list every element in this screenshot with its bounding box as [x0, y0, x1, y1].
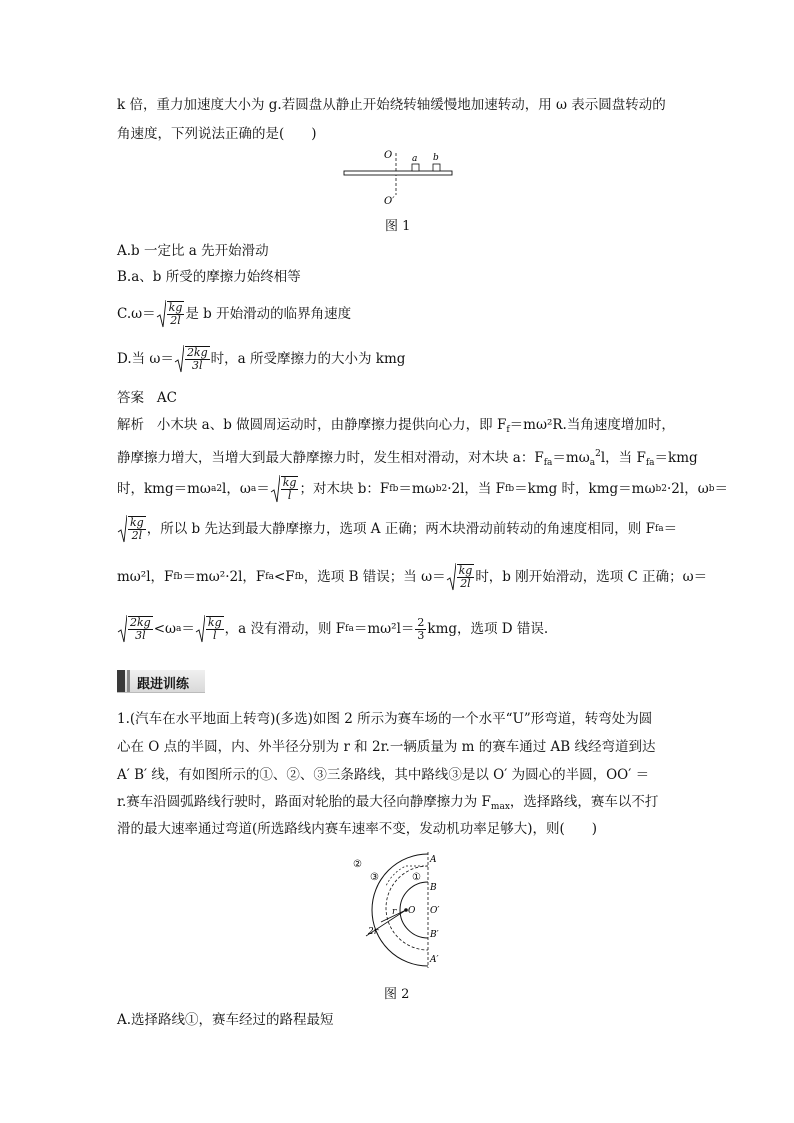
figure-2	[346, 850, 446, 972]
figure-1	[340, 145, 460, 207]
question-line-1: k 倍，重力加速度大小为 g.若圆盘从静止开始绕转轴缓慢地加速转动，用 ω 表示圆盘转动的	[117, 97, 666, 113]
sqrt-d: $\frac{2kg}{3l}$	[174, 344, 211, 374]
figure-1-caption: 图 1	[385, 219, 411, 234]
option-a: A.b 一定比 a 先开始滑动	[117, 243, 269, 259]
option-c: C.ω＝ $\frac{kg}{2l}$ 是 b 开始滑动的临界角速度	[117, 301, 352, 327]
analysis-line-3: 时，kmg＝mω a 2 l，ω a ＝ $\frac{kg}{l}$ ；对木块 b：F fb ＝mω b 2 ·2l，当 F fb ＝kmg 时，kmg＝mω b 2 ·2l，ω b ＝	[117, 476, 728, 502]
svg-text:O: O	[408, 906, 416, 916]
svg-text:②: ②	[353, 859, 362, 870]
svg-text:①: ①	[412, 872, 421, 883]
svg-text:B′: B′	[430, 930, 439, 940]
analysis-line-2: 静摩擦力增大，当增大到最大静摩擦力时，发生相对滑动，对木块 a：$F_{fa}=m\omega_a^2l$，当 $F_{fa}=kmg$	[117, 449, 698, 468]
svg-text:A: A	[430, 855, 437, 865]
option-b: B.a、b 所受的摩擦力始终相等	[117, 269, 301, 285]
svg-text:2r: 2r	[368, 927, 379, 937]
analysis-line-6: $\frac{2kg}{3l}$ <ω a ＝ $\frac{kg}{l}$ ，a 没有滑动，则 F fa ＝mω²l＝ $\frac{2}{3}$ kmg，选项 D 错误.	[117, 611, 548, 647]
q1-line-4: r.赛车沿圆弧路线行驶时，路面对轮胎的最大径向静摩擦力为 $F_{max}$，选择路线，赛车以不打	[117, 794, 659, 812]
svg-text:r: r	[392, 907, 397, 917]
svg-text:③: ③	[370, 872, 379, 883]
q1-line-2: 心在 O 点的半圆，内、外半径分别为 r 和 2r.一辆质量为 m 的赛车通过 AB 线经弯道到达	[117, 739, 656, 755]
section-header	[117, 670, 205, 693]
fig1-label-a: a	[412, 154, 418, 164]
analysis-line-4: $\frac{kg}{2l}$ ，所以 b 先达到最大静摩擦力，选项 A 正确；两木块滑动前转动的角速度相同，则 F fa ＝	[117, 512, 677, 546]
svg-text:A′: A′	[430, 955, 439, 965]
option-d: D.当 ω＝ $\frac{2kg}{3l}$ 时，a 所受摩擦力的大小为 kmg	[117, 346, 406, 372]
section-title: 跟进训练	[137, 677, 190, 692]
analysis-line-1: 解析 小木块 a、b 做圆周运动时，由静摩擦力提供向心力，即 $F_f=m\omega^2R$.当角速度增加时，	[117, 417, 675, 435]
analysis-line-5: mω²l，F fb ＝mω²·2l，F fa <F fb ，选项 B 错误；当 ω＝ $\frac{kg}{2l}$ 时，b 刚开始滑动，选项 C 正确；ω＝	[117, 564, 708, 590]
q1-line-3: A′ B′ 线，有如图所示的①、②、③三条路线，其中路线③是以 O′ 为圆心的半圆，OO′ ＝	[117, 767, 650, 783]
q1-line-1: 1.(汽车在水平地面上转弯)(多选)如图 2 所示为赛车场的一个水平“U”形弯道，转弯处为圆	[117, 711, 653, 727]
fig1-label-o-prime: O′	[384, 196, 395, 207]
sqrt-c: $\frac{kg}{2l}$	[156, 299, 186, 329]
answer: 答案 AC	[117, 390, 177, 406]
fig1-label-o: O	[384, 150, 393, 161]
svg-text:B: B	[430, 883, 437, 893]
q1-option-a: A.选择路线①，赛车经过的路程最短	[117, 1012, 334, 1028]
fig1-label-b: b	[433, 153, 439, 163]
figure-2-caption: 图 2	[384, 987, 410, 1002]
q1-line-5: 滑的最大速率通过弯道(所选路线内赛车速率不变，发动机功率足够大)，则( )	[117, 821, 598, 837]
svg-text:O′: O′	[430, 906, 440, 916]
question-line-2: 角速度，下列说法正确的是( )	[117, 126, 317, 142]
